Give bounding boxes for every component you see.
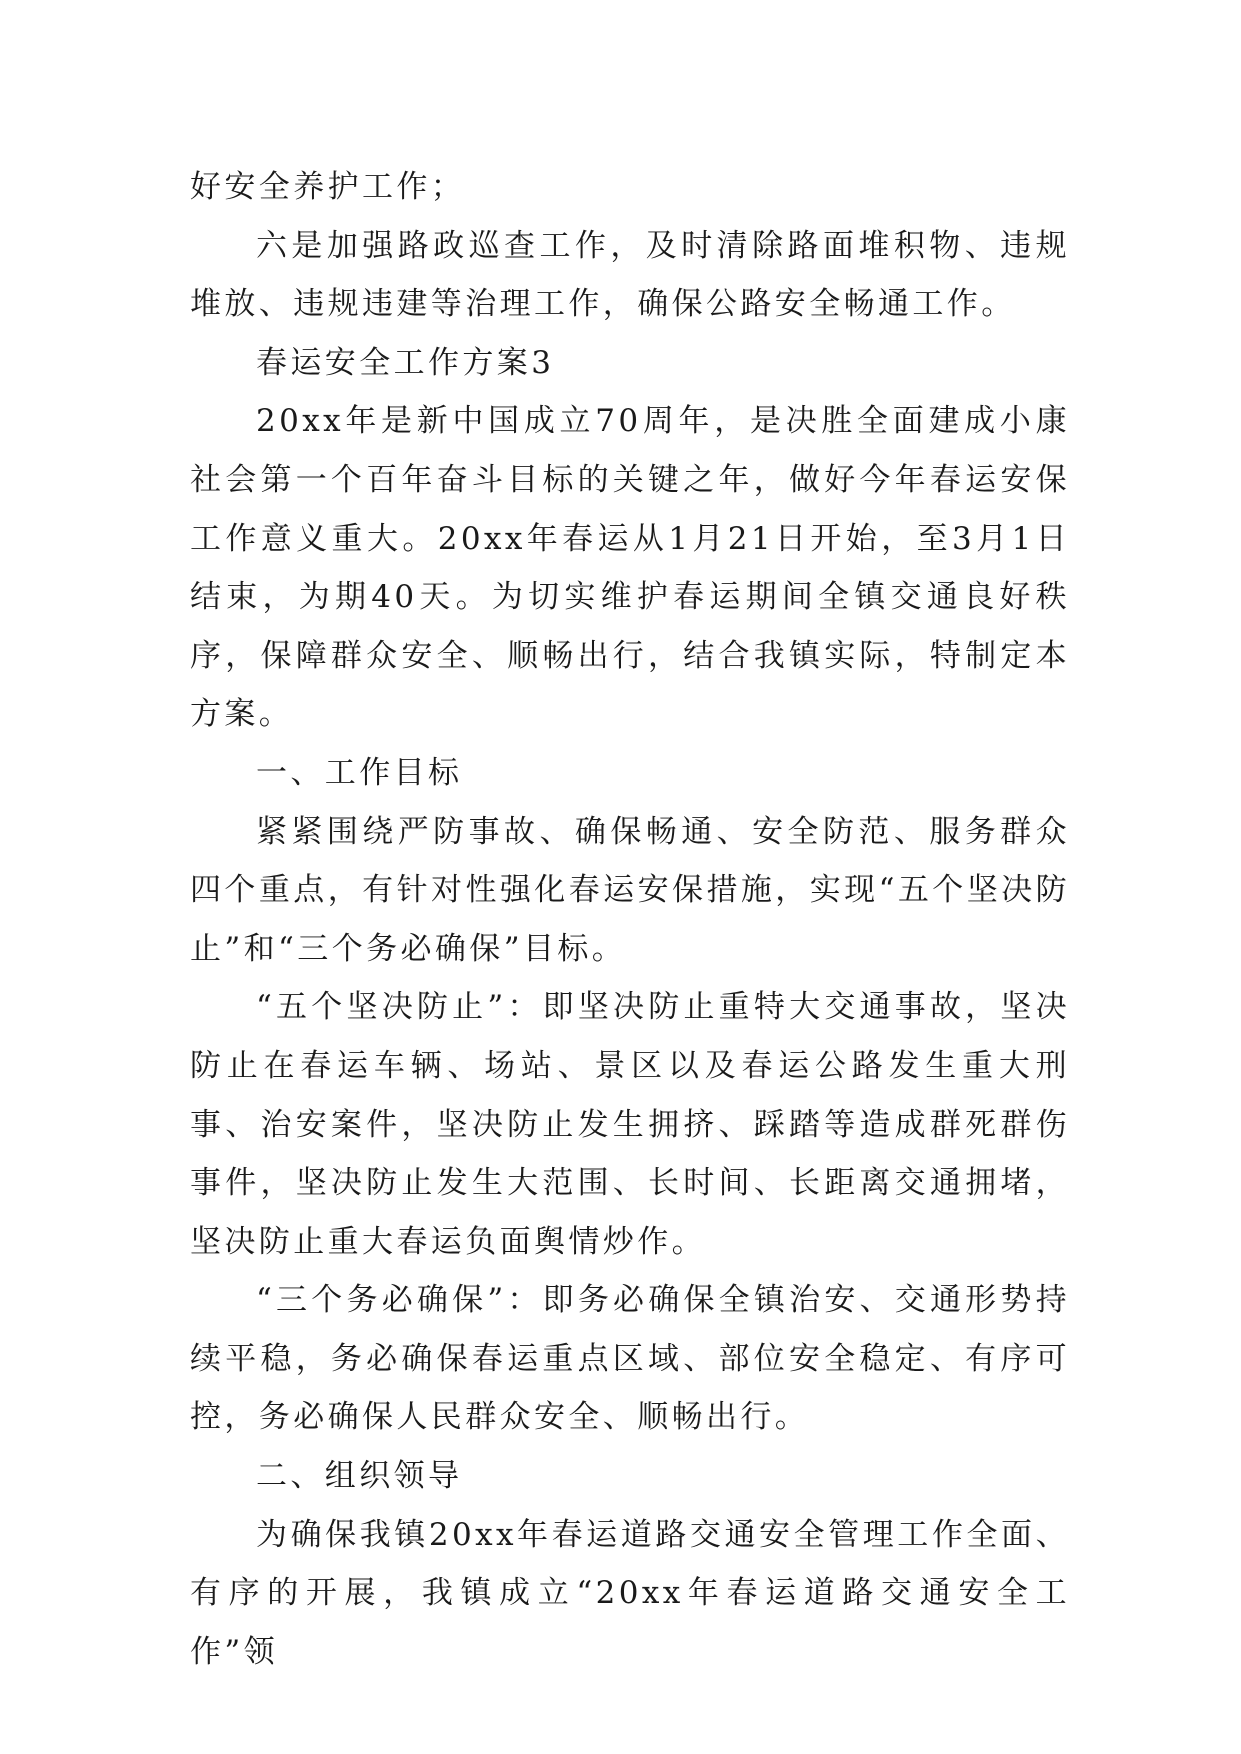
paragraph-organization: 为确保我镇20xx年春运道路交通安全管理工作全面、有序的开展，我镇成立“20xx年春运道路交通安全工作”领 xyxy=(190,1516,1070,1670)
paragraph-three-ensure: “三个务必确保”：即务必确保全镇治安、交通形势持续平稳，务必确保春运重点区域、部位安全稳定、有序可控，务必确保人民群众安全、顺畅出行。 xyxy=(190,1282,1070,1436)
section-title: 春运安全工作方案3 xyxy=(256,344,555,381)
paragraph-continuation: 好安全养护工作； xyxy=(190,169,466,205)
paragraph-intro: 20xx年是新中国成立70周年，是决胜全面建成小康社会第一个百年奋斗目标的关键之年，做好今年春运安保工作意义重大。20xx年春运从1月21日开始，至3月1日结束，为期40天。为切实维护春运期间全镇交通良好秩序，保障群众安全、顺畅出行，结合我镇实际，特制定本方案。 xyxy=(190,403,1070,733)
heading-organization: 二、组织领导 xyxy=(256,1458,463,1495)
paragraph-item-six: 六是加强路政巡查工作，及时清除路面堆积物、违规堆放、违规违建等治理工作，确保公路安全畅通工作。 xyxy=(190,227,1070,323)
paragraph-five-prevent: “五个坚决防止”：即坚决防止重特大交通事故，坚决防止在春运车辆、场站、景区以及春运公路发生重大刑事、治安案件，坚决防止发生拥挤、踩踏等造成群死群伤事件，坚决防止发生大范围、长时间、长距离交通拥堵，坚决防止重大春运负面舆情炒作。 xyxy=(190,989,1070,1260)
document-body xyxy=(190,158,1070,1681)
paragraph-goals: 紧紧围绕严防事故、确保畅通、安全防范、服务群众四个重点，有针对性强化春运安保措施，实现“五个坚决防止”和“三个务必确保”目标。 xyxy=(190,813,1070,967)
heading-work-goals: 一、工作目标 xyxy=(256,754,463,791)
